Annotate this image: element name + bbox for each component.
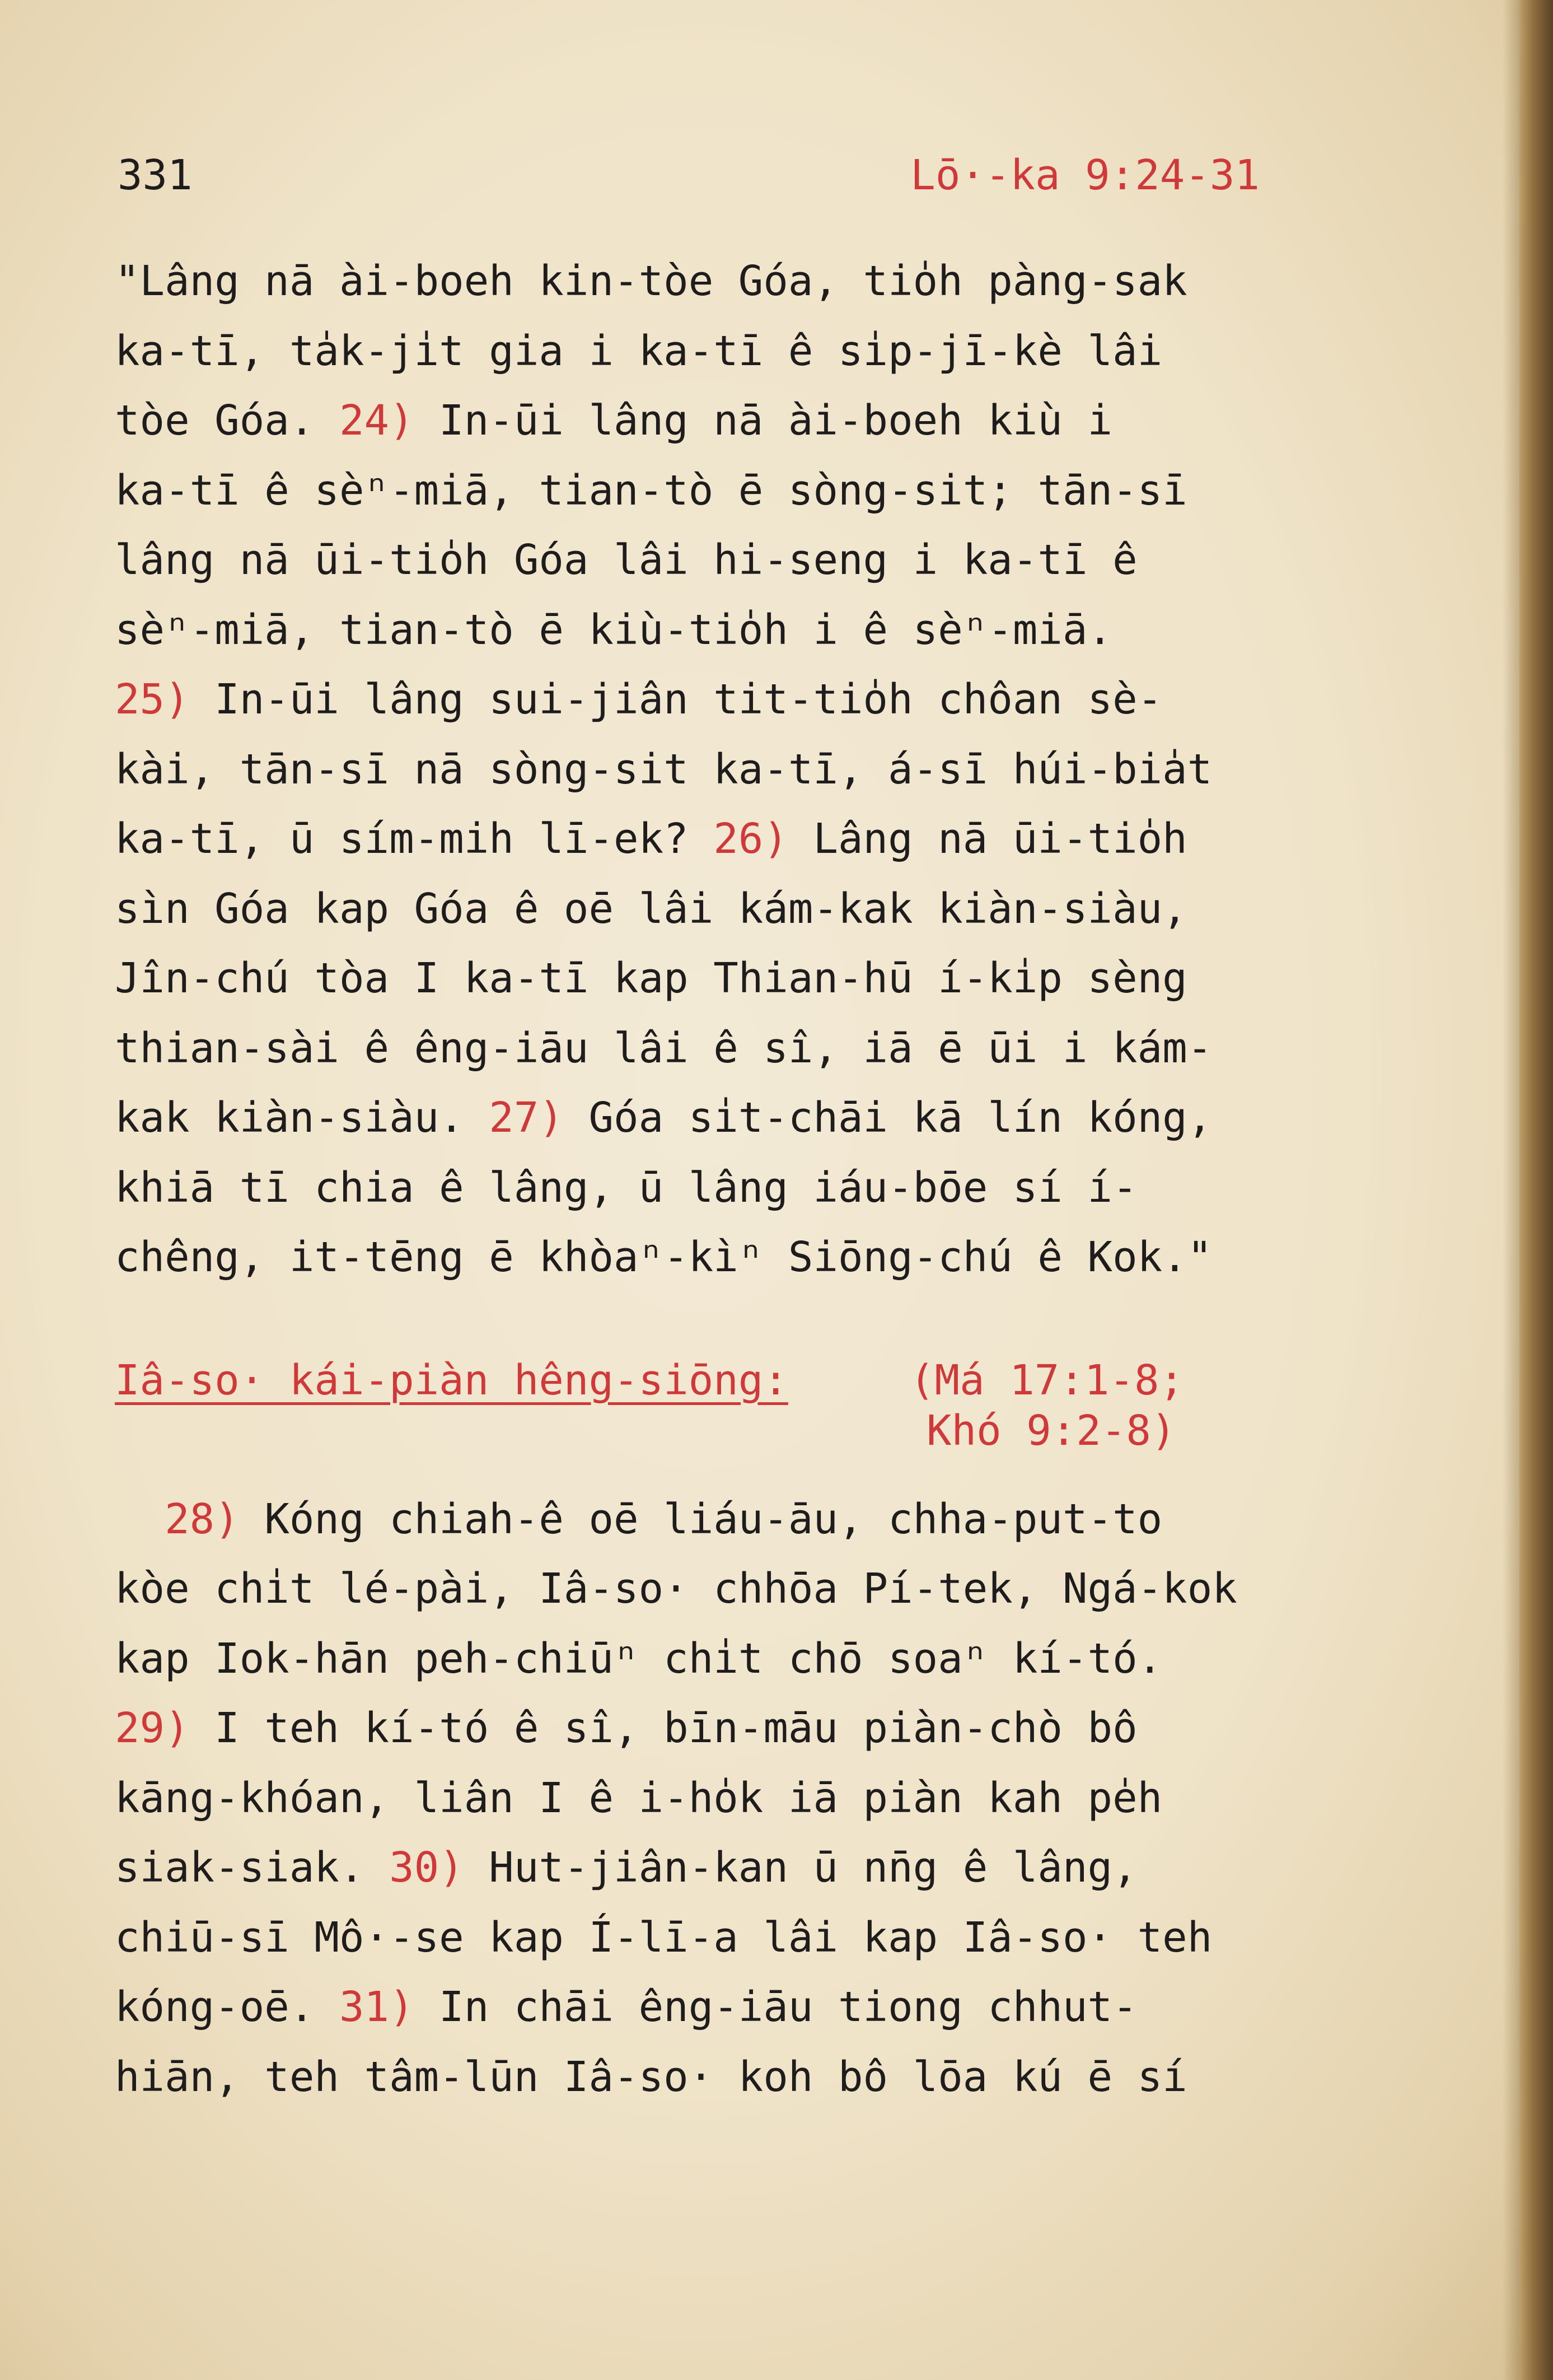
text-run: Hut-jiân-kan ū nn̄g ê lâng, — [464, 1844, 1138, 1892]
text-run: Góa si̍t-chāi kā lín kóng, — [563, 1094, 1213, 1142]
verse-number: 25) — [115, 675, 190, 724]
verse-number: 28) — [165, 1495, 240, 1543]
text-run: In-ūi lâng nā ài-boeh kiù i — [414, 396, 1113, 445]
text-line: khiā tī chia ê lâng, ū lâng iáu-bōe sí í- — [115, 1163, 1138, 1212]
text-run: kak kiàn-siàu. — [115, 1094, 489, 1142]
paragraph-2 — [115, 1485, 1402, 2112]
text-line — [115, 1693, 1402, 1763]
text-line: lâng nā ūi-tio̍h Góa lâi hi-seng i ka-tī ê — [115, 536, 1138, 584]
page-number: 331 — [118, 151, 193, 199]
text-run: siak-siak. — [115, 1844, 390, 1892]
cross-reference: Khó 9:2-8) — [927, 1406, 1176, 1455]
text-run: tòe Góa. — [115, 396, 339, 445]
text-line — [115, 386, 1402, 456]
section-heading — [115, 1346, 1402, 1485]
page-gutter-shadow — [1503, 0, 1519, 2380]
verse-number: 29) — [115, 1704, 190, 1752]
verse-number: 26) — [713, 815, 788, 863]
text-line: kāng-khóan, liân I ê i-ho̍k iā piàn kah pe̍h — [115, 1774, 1163, 1822]
verse-number: 30) — [389, 1844, 464, 1892]
text-run: I teh kí-tó ê sî, bīn-māu piàn-chò bô — [189, 1704, 1138, 1752]
text-line: hiān, teh tâm-lūn Iâ-so· koh bô lōa kú ē sí — [115, 2052, 1187, 2101]
text-line: thian-sài ê êng-iāu lâi ê sî, iā ē ūi i kám- — [115, 1024, 1213, 1072]
text-run: Lâng nā ūi-tio̍h — [788, 815, 1187, 863]
text-run: Kóng chiah-ê oē liáu-āu, chha-put-to — [239, 1495, 1163, 1543]
book-edge — [1519, 0, 1553, 2380]
text-line: "Lâng nā ài-boeh kin-tòe Góa, tio̍h pàng-sak — [115, 257, 1187, 305]
verse-number: 31) — [339, 1983, 414, 2031]
text-line — [115, 665, 1402, 735]
text-line: chêng, it-tēng ē khòaⁿ-kìⁿ Siōng-chú ê Kok." — [115, 1233, 1213, 1281]
verse-number: 27) — [489, 1094, 564, 1142]
text-line: kap Iok-hān peh-chiūⁿ chi̍t chō soaⁿ kí-tó. — [115, 1634, 1163, 1683]
text-run: In chāi êng-iāu tiong chhut- — [414, 1983, 1138, 2031]
indent — [115, 1495, 165, 1543]
text-line — [115, 1833, 1402, 1903]
text-line — [115, 1972, 1402, 2042]
text-line: sìn Góa kap Góa ê oē lâi kám-kak kiàn-siàu, — [115, 884, 1187, 933]
text-line — [115, 804, 1402, 874]
section-spacer — [115, 1292, 1402, 1346]
text-run: kóng-oē. — [115, 1983, 339, 2031]
page-body — [115, 246, 1402, 2112]
verse-number: 24) — [339, 396, 414, 445]
text-line — [115, 1485, 1402, 1555]
text-line: ka-tī, ta̍k-ji̍t gia i ka-tī ê si̍p-jī-kè lâi — [115, 326, 1163, 375]
text-line: chiū-sī Mô·-se kap Í-lī-a lâi kap Iâ-so· teh — [115, 1913, 1213, 1962]
cross-reference: (Má 17:1-8; — [910, 1356, 1185, 1404]
paragraph-1 — [115, 246, 1402, 1292]
text-line: kòe chi̍t lé-pài, Iâ-so· chhōa Pí-tek, Ngá-kok — [115, 1565, 1237, 1613]
text-line: sèⁿ-miā, tian-tò ē kiù-tio̍h i ê sèⁿ-miā. — [115, 605, 1113, 654]
text-line: kài, tān-sī nā sòng-sit ka-tī, á-sī húi-bia̍t — [115, 745, 1213, 794]
section-title: Iâ-so· kái-piàn hêng-siōng: — [115, 1356, 788, 1404]
text-line: Jîn-chú tòa I ka-tī kap Thian-hū í-ki̍p sèng — [115, 954, 1187, 1002]
text-line: ka-tī ê sèⁿ-miā, tian-tò ē sòng-sit; tān-sī — [115, 466, 1187, 515]
text-run: In-ūi lâng sui-jiân tit-tio̍h chôan sè- — [189, 675, 1163, 724]
text-line — [115, 1083, 1402, 1153]
text-run: ka-tī, ū sím-mih lī-ek? — [115, 815, 714, 863]
running-head: Lō·-ka 9:24-31 — [910, 151, 1260, 199]
page-header — [118, 151, 1260, 218]
